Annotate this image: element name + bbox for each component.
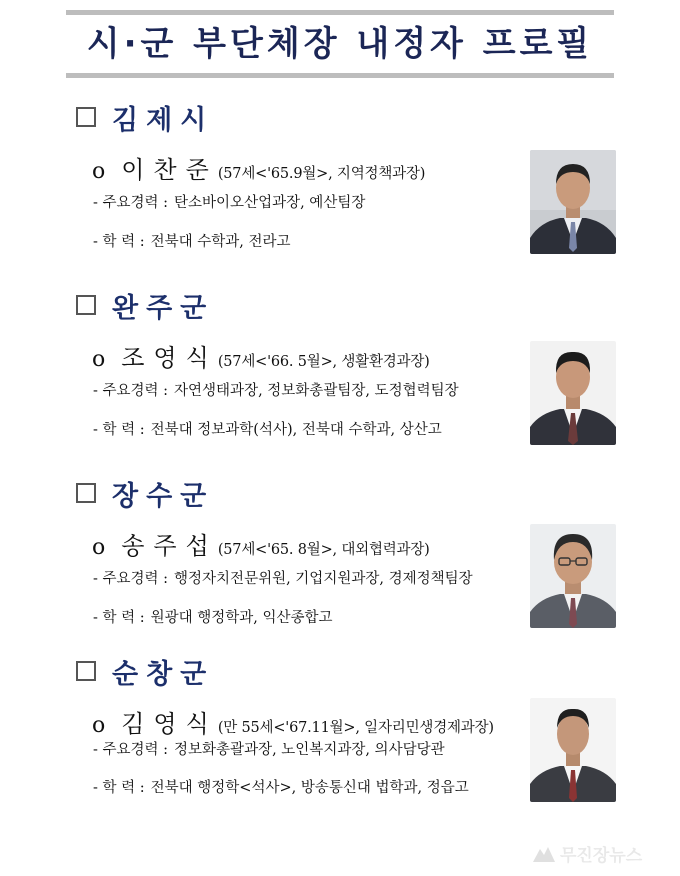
education-line [93,606,333,628]
education-text: 원광대 행정학과, 익산종합고 [150,610,333,626]
education-line [93,418,442,440]
portrait-photo [530,698,616,802]
person-detail: (만 55세<'67.11월>, 일자리민생경제과장) [217,720,494,736]
region-name: 순창군 [112,658,215,690]
person-detail: (57세<'65.9월>, 지역정책과장) [217,166,426,182]
person-line [92,704,494,738]
career-text: 정보화총괄과장, 노인복지과장, 의사담당관 [174,742,445,758]
person-name: 조영식 [121,344,218,372]
region-name: 장수군 [112,480,215,512]
education-text: 전북대 수학과, 전라고 [150,234,291,250]
watermark [532,838,672,868]
region-heading [76,476,214,510]
career-line [93,738,445,760]
career-text: 탄소바이오산업과장, 예산팀장 [174,195,366,211]
profile-section-sunchang [0,654,680,834]
checkbox-square-icon [76,107,96,127]
career-label: - 주요경력 : [93,742,169,758]
career-label: - 주요경력 : [93,195,169,211]
profile-section-jangsu [0,476,680,656]
person-detail: (57세<'66. 5월>, 생활환경과장) [217,354,430,370]
education-text: 전북대 정보과학(석사), 전북대 수학과, 상산고 [150,422,442,438]
checkbox-square-icon [76,661,96,681]
checkbox-square-icon [76,483,96,503]
education-label: - 학 력 : [93,234,145,250]
education-text: 전북대 행정학<석사>, 방송통신대 법학과, 정읍고 [150,780,469,796]
person-name: 이찬준 [121,156,218,184]
career-label: - 주요경력 : [93,383,169,399]
bullet-marker: o [92,347,106,372]
person-name: 김영식 [121,710,218,738]
career-label: - 주요경력 : [93,571,169,587]
person-name: 송주섭 [121,532,218,560]
bullet-marker: o [92,713,106,738]
bullet-marker: o [92,535,106,560]
profile-section-gimje [0,100,680,280]
portrait-photo [530,341,616,445]
profile-section-wanju [0,288,680,468]
region-heading [76,100,214,134]
education-label: - 학 력 : [93,610,145,626]
mountain-logo-icon [532,843,556,863]
region-heading [76,654,214,688]
title-bottom-rule [66,73,614,78]
person-line [92,338,430,372]
portrait-photo [530,524,616,628]
bullet-marker: o [92,159,106,184]
watermark-text: 무진장뉴스 [560,845,643,866]
title-top-rule [66,10,614,15]
portrait-photo [530,150,616,254]
region-name: 김제시 [112,104,215,136]
education-line [93,230,291,252]
person-line [92,150,426,184]
checkbox-square-icon [76,295,96,315]
career-text: 행정자치전문위원, 기업지원과장, 경제정책팀장 [174,571,473,587]
career-line [93,379,459,401]
career-line [93,567,473,589]
education-line [93,776,469,798]
person-detail: (57세<'65. 8월>, 대외협력과장) [217,542,430,558]
region-name: 완주군 [112,292,215,324]
career-line [93,191,365,213]
page-title: 시·군 부단체장 내정자 프로필 [86,24,594,64]
education-label: - 학 력 : [93,780,145,796]
person-line [92,526,430,560]
education-label: - 학 력 : [93,422,145,438]
career-text: 자연생태과장, 정보화총괄팀장, 도정협력팀장 [174,383,459,399]
region-heading [76,288,214,322]
